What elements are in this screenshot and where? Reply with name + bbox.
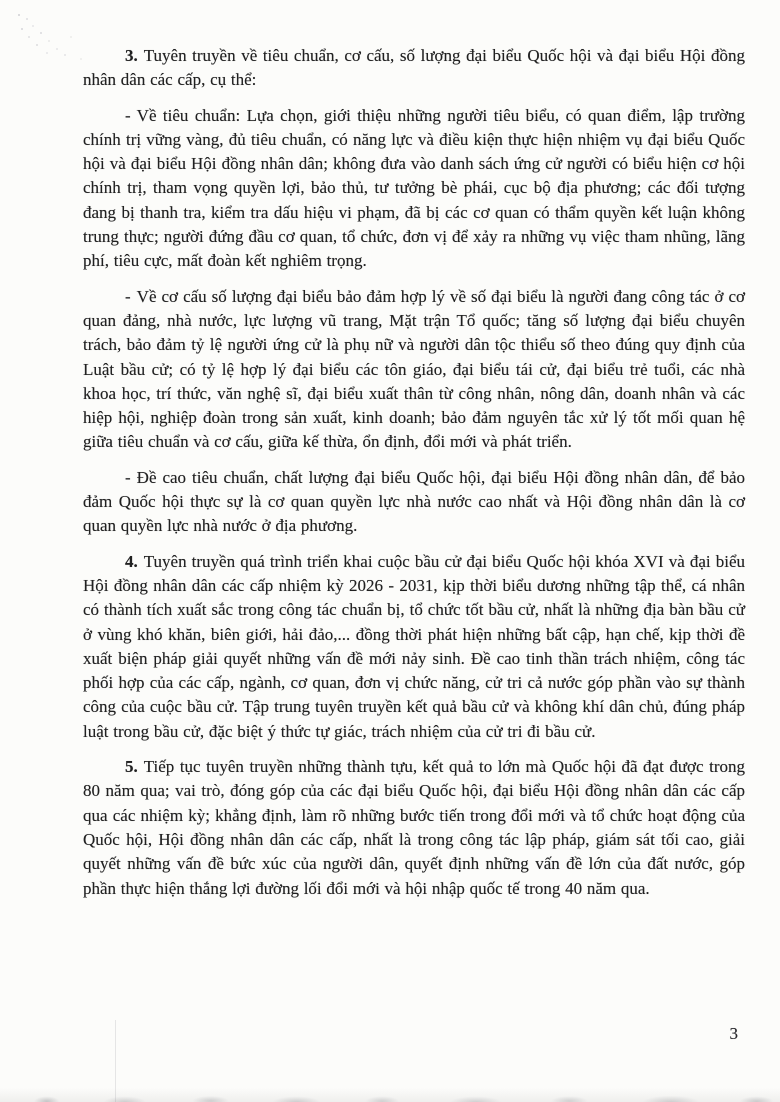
paragraph-text: Tuyên truyền về tiêu chuẩn, cơ cấu, số lượng đại biểu Quốc hội và đại biểu Hội đồng nhân dân các cấp, cụ thể: (83, 46, 745, 90)
paragraph-text: Đề cao tiêu chuẩn, chất lượng đại biểu Quốc hội, đại biểu Hội đồng nhân dân, để bảo đảm Quốc hội thực sự là cơ quan quyền lực nhà nước cao nhất và Hội đồng nhân dân là cơ quan quyền lực nhà nước ở địa phương. (83, 467, 745, 536)
paragraph-item-4 (83, 550, 745, 744)
paragraph-bullet-co-cau (83, 285, 745, 455)
scan-edge-artifact (0, 1088, 780, 1102)
bullet-dash: - (125, 467, 131, 487)
paragraph-number: 3. (125, 46, 138, 65)
paragraph-item-3 (83, 44, 745, 93)
paragraph-bullet-de-cao (83, 466, 745, 539)
paragraph-number: 4. (125, 551, 138, 571)
bullet-dash: - (125, 286, 131, 306)
paragraph-text: Về cơ cấu số lượng đại biểu bảo đảm hợp lý về số đại biểu là người đang công tác ở cơ quan đảng, nhà nước, lực lượng vũ trang, Mặt trận Tổ quốc; tăng số lượng đại biểu chuyên trách, bảo đảm tỷ lệ người ứng cử là phụ nữ và người dân tộc thiểu số theo đúng quy định của Luật bầu cử; có tỷ lệ hợp lý đại biểu các tôn giáo, đại biểu tái cử, đại biểu trẻ tuổi, các nhà khoa học, trí thức, văn nghệ sĩ, đại biểu xuất thân từ công nhân, nông dân, doanh nhân và các hiệp hội, nghiệp đoàn trong sản xuất, kinh doanh; bảo đảm nguyên tắc xử lý tốt mối quan hệ giữa tiêu chuẩn và cơ cấu, giữa kế thừa, ổn định, đổi mới và phát triển. (83, 286, 745, 452)
paragraph-text: Tiếp tục tuyên truyền những thành tựu, kết quả to lớn mà Quốc hội đã đạt được trong 80 năm qua; vai trò, đóng góp của các đại biểu Quốc hội, đại biểu Hội đồng nhân dân các cấp qua các nhiệm kỳ; khẳng định, làm rõ những bước tiến trong đổi mới và tổ chức hoạt động của Quốc hội, Hội đồng nhân dân các cấp, nhất là trong công tác lập pháp, giám sát tối cao, giải quyết những vấn đề bức xúc của người dân, quyết định những vấn đề lớn của đất nước, góp phần thực hiện thắng lợi đường lối đổi mới và hội nhập quốc tế trong 40 năm qua. (83, 757, 745, 898)
paragraph-item-5 (83, 755, 745, 901)
document-body (83, 44, 745, 912)
paragraph-text: Về tiêu chuẩn: Lựa chọn, giới thiệu những người tiêu biểu, có quan điểm, lập trường chính trị vững vàng, đủ tiêu chuẩn, có năng lực và điều kiện thực hiện nhiệm vụ đại biểu Quốc hội và đại biểu Hội đồng nhân dân; không đưa vào danh sách ứng cử người có biểu hiện cơ hội chính trị, tham vọng quyền lợi, bảo thủ, tư tưởng bè phái, cục bộ địa phương; các đối tượng đang bị thanh tra, kiểm tra dấu hiệu vi phạm, đã bị các cơ quan có thẩm quyền kết luận không trung thực; người đứng đầu cơ quan, tổ chức, đơn vị để xảy ra những vụ việc tham nhũng, lãng phí, tiêu cực, mất đoàn kết nghiêm trọng. (83, 105, 745, 271)
page-number: 3 (729, 1024, 738, 1043)
paragraph-number: 5. (125, 757, 138, 777)
paragraph-text: Tuyên truyền quá trình triển khai cuộc bầu cử đại biểu Quốc hội khóa XVI và đại biểu Hội đồng nhân dân các cấp nhiệm kỳ 2026 - 2031, kịp thời biểu dương những tập thể, cá nhân có thành tích xuất sắc trong công tác chuẩn bị, tổ chức tốt bầu cử, nhất là những địa bàn bầu cử ở vùng khó khăn, biên giới, hải đảo,... đồng thời phát hiện những bất cập, hạn chế, kịp thời đề xuất biện pháp giải quyết những vấn đề mới nảy sinh. Đề cao tinh thần trách nhiệm, công tác phối hợp của các cấp, ngành, cơ quan, đơn vị chức năng, cử tri cả nước góp phần vào sự thành công của cuộc bầu cử. Tập trung tuyên truyền kết quả bầu cử và không khí dân chủ, đúng pháp luật trong bầu cử, đặc biệt ý thức tự giác, trách nhiệm của cử tri đi bầu cử. (83, 551, 745, 741)
bullet-dash: - (125, 105, 131, 125)
paragraph-bullet-tieu-chuan (83, 104, 745, 274)
scan-smudge-artifact (18, 14, 20, 16)
